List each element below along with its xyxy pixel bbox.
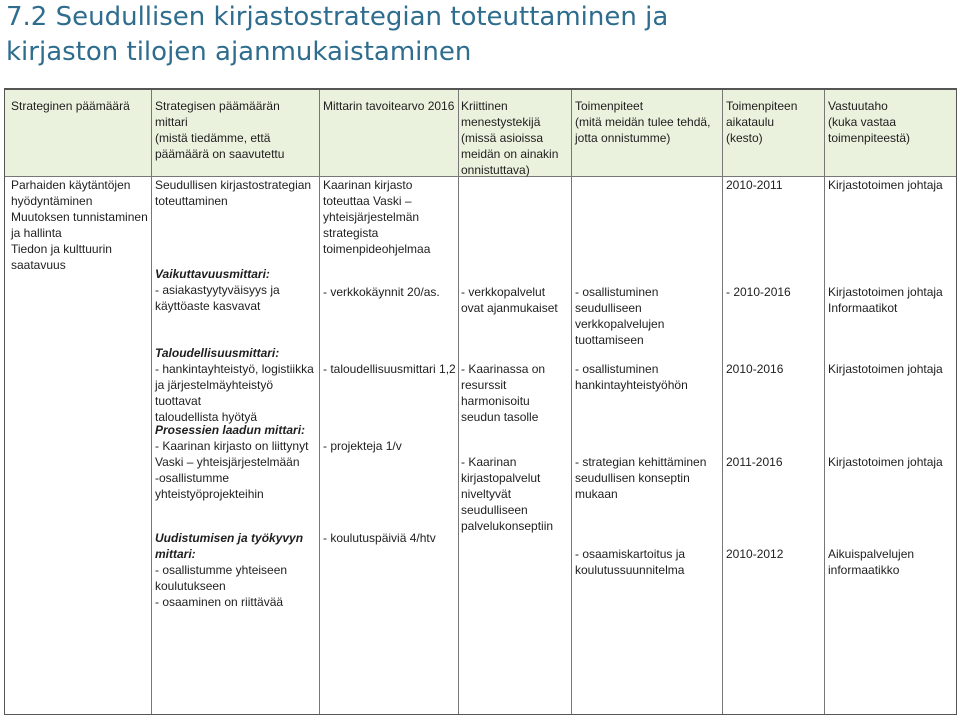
header-success-factor: Kriittinen menestystekijä (missä asioissa meidän on ainakin onnistuttava) bbox=[461, 99, 559, 177]
row2-target-value: - verkkokäynnit 20/as. bbox=[323, 285, 440, 299]
row1-strategic-goal: Parhaiden käytäntöjen hyödyntäminen Muutoksen tunnistaminen ja hallinta Tiedon ja kulttuurin saatavuus bbox=[11, 178, 148, 272]
row2-actions: - osallistuminen seudulliseen verkkopalvelujen tuottamiseen bbox=[575, 285, 665, 347]
header-schedule: Toimenpiteen aikataulu (kesto) bbox=[726, 99, 798, 145]
row3-actions: - osallistuminen hankintayhteistyöhön bbox=[575, 362, 688, 392]
title-line-1: 7.2 Seudullisen kirjastostrategian toteuttaminen ja bbox=[6, 2, 669, 32]
row1-schedule: 2010-2011 bbox=[726, 178, 783, 192]
row1-target-value: Kaarinan kirjasto toteuttaa Vaski – yhteisjärjestelmän strategista toimenpideohjelmaa bbox=[323, 178, 431, 256]
row5-actions: - osaamiskartoitus ja koulutussuunnitelma bbox=[575, 547, 686, 577]
header-actions: Toimenpiteet (mitä meidän tulee tehdä, jotta onnistumme) bbox=[575, 99, 711, 145]
row5-schedule: 2010-2012 bbox=[726, 547, 784, 561]
row4-schedule: 2011-2016 bbox=[726, 455, 783, 469]
row3-responsible: Kirjastotoimen johtaja bbox=[828, 362, 943, 376]
row5-target-value: - koulutuspäiviä 4/htv bbox=[323, 531, 436, 545]
header-goal-metric: Strategisen päämäärän mittari (mistä tiedämme, että päämäärä on saavutettu bbox=[155, 99, 285, 161]
header-strategic-goal: Strateginen päämäärä bbox=[11, 99, 130, 113]
header-target-value: Mittarin tavoitearvo 2016 bbox=[323, 99, 455, 113]
row3-success-factor: - Kaarinassa on resurssit harmonisoitu seudun tasolle bbox=[461, 362, 546, 424]
row4-actions: - strategian kehittäminen seudullisen konseptin mukaan bbox=[575, 455, 707, 501]
strategy-table bbox=[4, 88, 957, 715]
page-title bbox=[6, 0, 956, 70]
row4-success-factor: - Kaarinan kirjastopalvelut niveltyvät seudulliseen palvelukonseptiin bbox=[461, 455, 554, 533]
header-responsible: Vastuutaho (kuka vastaa toimenpiteestä) bbox=[828, 99, 911, 145]
row1-responsible: Kirjastotoimen johtaja bbox=[828, 178, 943, 192]
title-line-2: kirjaston tilojen ajanmukaistaminen bbox=[6, 37, 472, 67]
row4-goal-metric: Prosessien laadun mittari: - Kaarinan kirjasto on liittynyt Vaski – yhteisjärjestelmään -osallistumme yhteistyöprojekteihin bbox=[155, 423, 309, 501]
row5-goal-metric: Uudistumisen ja työkyvyn mittari: - osallistumme yhteiseen koulutukseen - osaaminen on riittävää bbox=[155, 531, 304, 609]
row3-schedule: 2010-2016 bbox=[726, 362, 784, 376]
row4-responsible: Kirjastotoimen johtaja bbox=[828, 455, 943, 469]
row2-responsible: Kirjastotoimen johtaja Informaatikot bbox=[828, 285, 943, 315]
row1-goal-metric: Seudullisen kirjastostrategian toteuttaminen bbox=[155, 178, 312, 208]
row3-target-value: - taloudellisuusmittari 1,2 bbox=[323, 362, 456, 376]
row3-goal-metric: Taloudellisuusmittari: - hankintayhteistyö, logistiikka ja järjestelmäyhteistyö tuottavat taloudellista hyötyä bbox=[155, 346, 314, 424]
row4-target-value: - projekteja 1/v bbox=[323, 439, 402, 453]
row5-responsible: Aikuispalvelujen informaatikko bbox=[828, 547, 915, 577]
row2-success-factor: - verkkopalvelut ovat ajanmukaiset bbox=[461, 285, 558, 315]
row2-schedule: - 2010-2016 bbox=[726, 285, 791, 299]
row2-goal-metric: Vaikuttavuusmittari: - asiakastyytyväisyys ja käyttöaste kasvavat bbox=[155, 267, 280, 313]
